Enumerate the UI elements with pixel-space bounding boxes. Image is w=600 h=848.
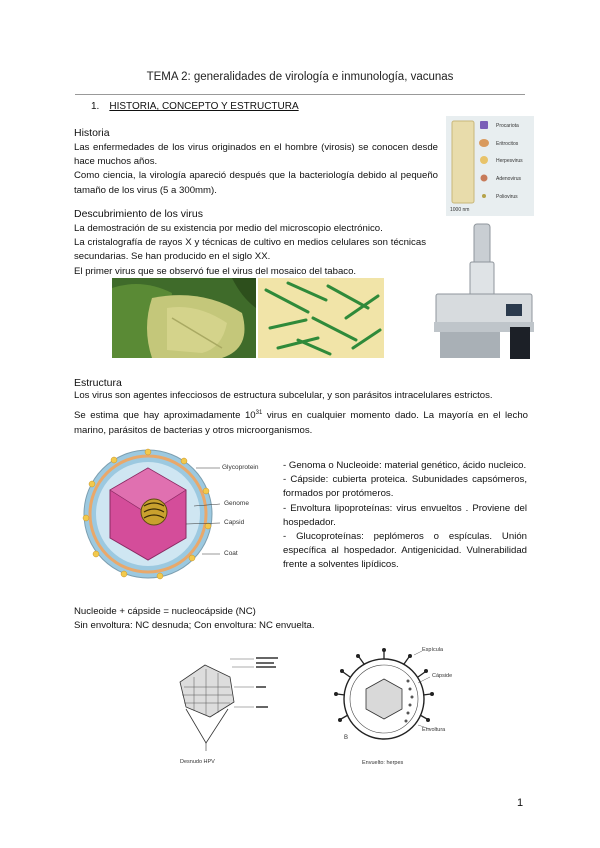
tobacco-leaf-graphic [112, 278, 256, 358]
nc-line-1: Nucleoide + cápside = nucleocápside (NC) [74, 606, 256, 617]
section-number: 1. [91, 101, 100, 112]
estructura-p2-exponent: 31 [255, 410, 263, 417]
historia-text [74, 141, 438, 198]
herpes-diagram [322, 643, 462, 773]
title-divider [75, 94, 525, 95]
bullet-capside: - Cápside: cubierta proteica. Subunidades capsómeros, formados por protómeros. [283, 474, 527, 500]
herpes-caption: Envuelto: herpes [362, 760, 404, 766]
electron-microscope-photo [430, 222, 536, 362]
virus-size-figure [446, 116, 534, 216]
herpes-label-capside: Cápside [432, 673, 453, 679]
label-coat: Coat [224, 550, 238, 557]
herpes-label-espicula: Espícula [422, 647, 444, 653]
herpes-letter: B [344, 735, 349, 741]
historia-heading: Historia [74, 127, 110, 139]
hpv-caption: Desnudo HPV [180, 759, 215, 765]
size-label-5: Poliovirus [496, 194, 518, 200]
descubrimiento-paragraph-3: El primer virus que se observó fue el virus del mosaico del tabaco. [74, 265, 357, 277]
estructura-p2-after: virus en cualquier momento dado. La mayoría en el lecho marino, parásitos de bacterias y otros microorganismos. [74, 410, 528, 436]
descubrimiento-paragraph-1: La demostración de su existencia por medio del microscopio electrónico. [74, 223, 383, 234]
tmv-rods-graphic [258, 278, 384, 358]
page-title: TEMA 2: generalidades de virología e inmunología, vacunas [146, 71, 454, 83]
hpv-diagram [150, 647, 290, 772]
estructura-text [74, 389, 528, 438]
tmv-micrograph [258, 278, 384, 358]
structure-bullet-list [283, 459, 527, 573]
virus-structure-diagram [74, 446, 274, 582]
descubrimiento-paragraph-2: La cristalografía de rayos X y técnicas de cultivo en medios celulares son técnicas secundarias. Se han producido en el siglo XX. [74, 237, 426, 263]
herpes-graphic [322, 643, 462, 753]
bullet-genoma: - Genoma o Nucleoide: material genético, ácido nucleico. [283, 460, 527, 471]
label-glycoprotein: Glycoprotein [222, 464, 259, 471]
size-label-1: Procariota [496, 123, 519, 129]
estructura-paragraph-1: Los virus son agentes infecciosos de estructura subcelular, y son parásitos intracelulares estrictos. [74, 390, 493, 401]
hpv-graphic [150, 647, 290, 757]
label-capsid: Capsid [224, 519, 245, 526]
historia-paragraph-1: Las enfermedades de los virus originados en el hombre (virosis) se conocen desde hace muchos años. [74, 142, 438, 168]
herpes-label-envoltura: Envoltura [422, 727, 446, 733]
nucleocapside-text [74, 605, 528, 633]
nc-line-2: Sin envoltura: NC desnuda; Con envoltura: NC envuelta. [74, 620, 315, 632]
electron-microscope-graphic [430, 222, 536, 362]
estructura-heading: Estructura [74, 377, 122, 389]
historia-paragraph-2: Como ciencia, la virología apareció después que la bacteriología debido al pequeño tamaño de los virus (5 a 300mm). [74, 170, 438, 196]
size-comparison-graphic [446, 116, 534, 216]
estructura-paragraph-2 [74, 406, 528, 438]
section-heading [91, 101, 299, 112]
page-number: 1 [517, 797, 524, 809]
size-label-4: Adenovirus [496, 176, 522, 182]
label-genome: Genome [224, 500, 249, 507]
size-scale-label: 1000 nm [450, 207, 470, 213]
descubrimiento-heading: Descubrimiento de los virus [74, 208, 203, 220]
size-label-2: Eritrocitos [496, 141, 519, 147]
bullet-envoltura: - Envoltura lipoproteínas: virus envueltos . Proviene del hospedador. [283, 502, 527, 528]
descubrimiento-text [74, 222, 426, 279]
estructura-p2-before: Se estima que hay aproximadamente 10 [74, 410, 256, 422]
section-title: HISTORIA, CONCEPTO Y ESTRUCTURA [109, 101, 299, 112]
size-label-3: Herpesvirus [496, 158, 523, 164]
bullet-glucoproteinas: - Glucoproteínas: peplómeros o espículas. Unión específica al hospedador. Antigenicidad. Vulnerabilidad frente a solventes lipídicos. [283, 531, 527, 571]
tobacco-leaf-photo [112, 278, 256, 358]
